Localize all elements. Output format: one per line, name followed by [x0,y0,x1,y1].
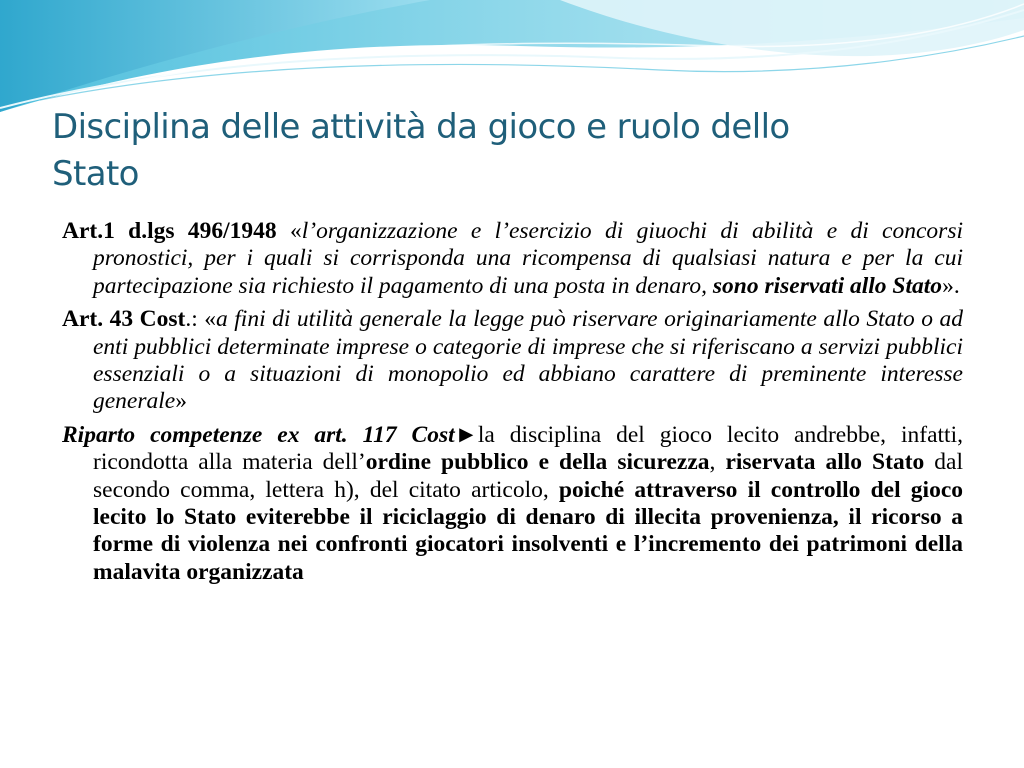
title-line-2: Stato [52,154,139,194]
law-reference: Art.1 d.lgs 496/1948 [62,218,277,244]
close-quote: ». [942,272,960,299]
law-reference: Art. 43 Cost [62,306,186,333]
slide-body [62,218,963,592]
decorative-wave-header [0,0,1024,120]
close-quote: » [175,388,187,415]
paragraph-art43-cost [62,306,963,416]
bold-text: poiché attraverso il controllo del gioco lecito lo Stato eviterebbe il riciclaggio di denaro di illecita provenienza, il ricorso a forme di violenza nei confronti giocatori insolventi e l’incremento dei patrimoni della malavita organizzata [93,476,963,585]
title-line-1: Disciplina delle attività da gioco e ruolo dello [52,107,790,147]
body-text: la disciplina del gioco lecito andrebbe, infatti, ricondotta alla materia dell’ [93,421,963,476]
separator: .: « [185,306,216,333]
quote-text: a fini di utilità generale la legge può riservare originariamente allo Stato o ad enti pubblici determinate imprese o categorie di imprese che si riferiscano a servizi pubblici essenziali o a situazioni di monopolio ed abbiano carattere di preminente interesse generale [93,306,963,415]
quote-emphasis: sono riservati allo Stato [712,272,943,299]
arrow-bullet-icon: ► [454,421,478,448]
quote-text: l’organizzazione e l’esercizio di giuochi di abilità e di concorsi pronostici, per i quali si corrisponda una ricompensa di qualsiasi natura e per la cui partecipazione sia richiesto il pagamento di una posta in denaro, [93,218,963,299]
bold-text: riservata allo Stato [725,449,925,476]
slide-title [52,104,952,198]
open-quote: « [276,218,302,244]
body-text: dal secondo comma, lettera h), del citato articolo, [93,449,963,503]
bold-text: ordine pubblico e della sicurezza [365,449,710,476]
paragraph-riparto-competenze [62,422,963,586]
body-text: , [709,449,726,476]
law-reference: Riparto competenze ex art. 117 Cost [62,421,455,448]
paragraph-art1-dlgs [62,218,963,300]
